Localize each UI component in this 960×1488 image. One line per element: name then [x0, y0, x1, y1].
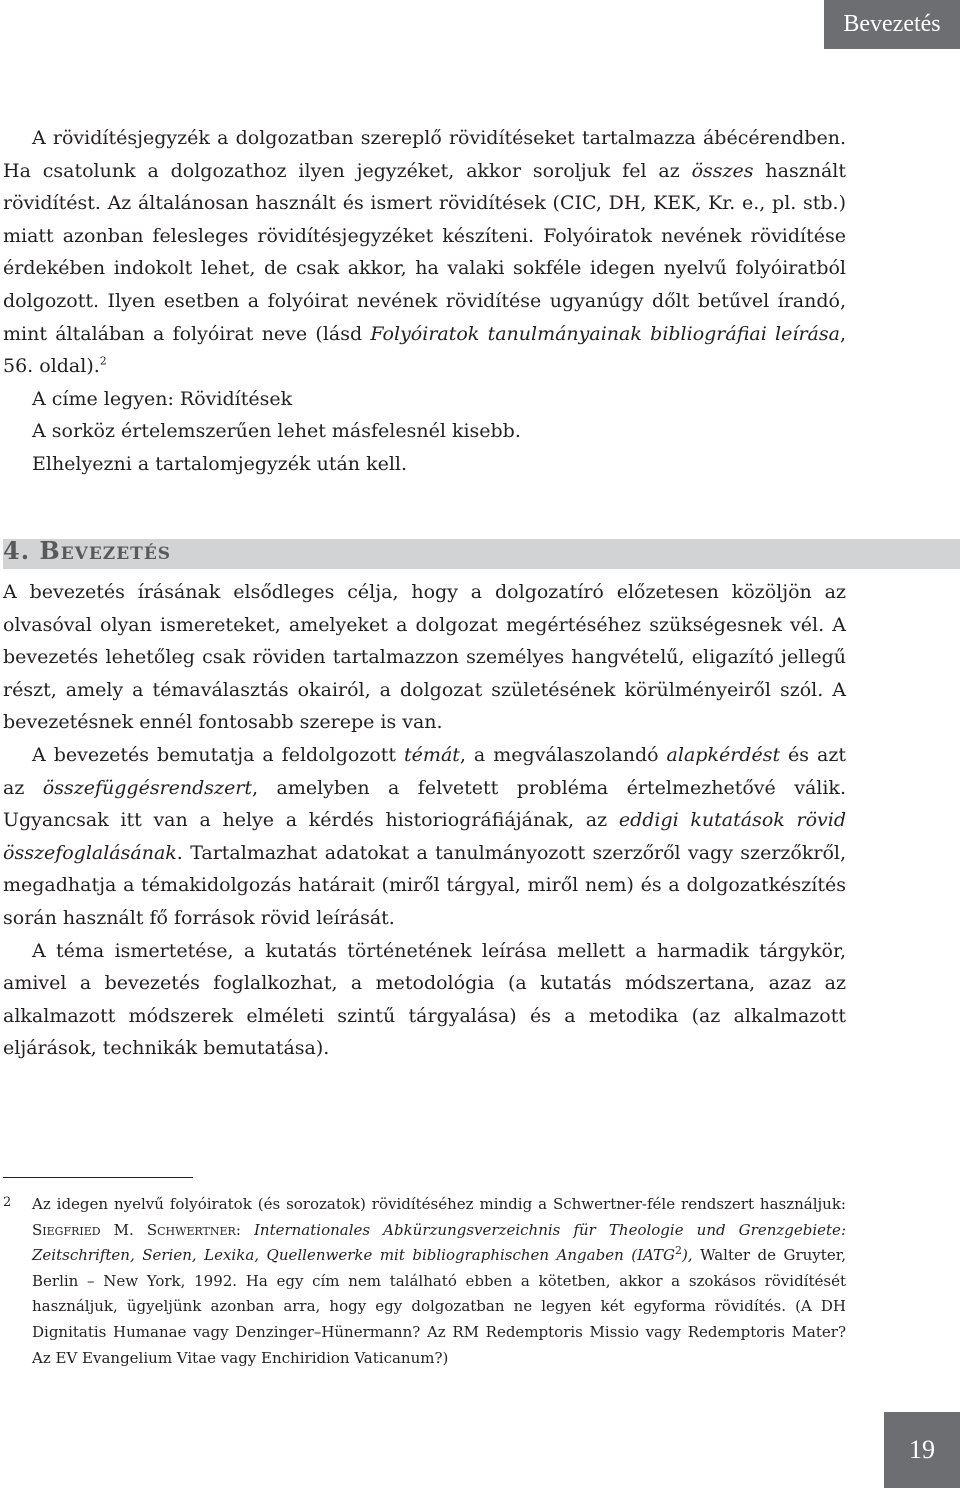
citation-author: Siegfried M. Schwertner: [32, 1220, 241, 1239]
introduction-paragraph-2 [3, 739, 846, 935]
running-header-label: Bevezetés [843, 11, 941, 37]
italic-run: Folyóiratok tanulmányainak bibliográfiai leírása [370, 322, 840, 345]
placement-instruction: Elhelyezni a tartalomjegyzék után kell. [32, 452, 408, 475]
italic-run: eddigi kutatások rövid összefoglalásának [3, 809, 846, 864]
introduction-paragraph-3: A téma ismertetése, a kutatás történetének leírása mellett a harmadik tárgykör, amivel a bevezetés foglalkozhat, a metodológia (a kutatás módszertana, azaz az alkalmazott módszerek elméleti szintű tárgyalása) és a metodika (az alkalmazott eljárások, technikák bemutatása). [3, 939, 846, 1060]
footnote-divider [3, 1177, 193, 1178]
italic-run: összefüggésrendszert [42, 776, 253, 799]
page-number: 19 [909, 1435, 935, 1464]
italic-run: alapkérdést [666, 743, 781, 766]
text-run: . Tartalmazhat adatokat a tanulmányozott szerzőről vagy szerzőkről, megadhatja a témakidolgozás határait (miről tárgyal, miről nem) és a dolgozatkészítés során használt fő források rövid leírását. [3, 841, 846, 929]
text-run: Walter de Gruyter, Berlin – New York, 1992. Ha egy cím nem található ebben a kötetben, akkor a szokásos rövidítését használjuk, ügyeljünk azonban arra, hogy egy dolgozatban ne legyen két egyforma rövidítés. (A DH Dignitatis Humanae vagy Denzinger–Hünermann? Az RM Redemptoris Missio vagy Redemptoris Mater? Az EV Evangelium Vitae vagy Enchiridion Vaticanum?) [32, 1246, 846, 1367]
text-run: , amelyben a felvetett probléma értelmezhetővé válik. Ugyancsak itt van a helye a kérdés historiográfiájának, az [3, 776, 846, 832]
citation-title-end: ), [682, 1246, 693, 1265]
citation-title: Internationales Abkürzungsverzeichnis für Theologie und Grenzgebiete: Zeitschriften, Serien, Lexika, Quellenwerke mit bibliographischen Angaben (IATG [32, 1220, 846, 1265]
footnote [3, 1192, 846, 1371]
text-run: , a megválaszolandó [459, 743, 667, 766]
footnote-text [32, 1192, 846, 1371]
text-run: , 56. oldal). [3, 322, 846, 378]
running-header-tab [824, 0, 960, 49]
introduction-paragraph-1: A bevezetés írásának elsődleges célja, hogy a dolgozatíró előzetesen közöljön az olvasóval olyan ismereteket, amelyeket a dolgozat megértéséhez szükségesnek vél. A bevezetés lehetőleg csak röviden tartalmazzon személyes hangvételű, eligazító jellegű részt, amely a témaválasztás okairól, a dolgozat születésének körülményeiről szól. A bevezetésnek ennél fontosabb szerepe is van. [3, 581, 846, 734]
page-number-box [884, 1412, 960, 1488]
abbreviations-text [3, 122, 846, 481]
edition-superscript: 2 [675, 1244, 682, 1258]
section-heading: 4. Bevezetés [3, 536, 172, 565]
title-instruction: A címe legyen: Rövidítések [32, 387, 293, 410]
abbreviations-paragraph [3, 122, 846, 383]
spacing-instruction: A sorköz értelemszerűen lehet másfelesnél kisebb. [32, 420, 521, 443]
introduction-section-text [3, 576, 846, 1065]
text-run: A rövidítésjegyzék a dolgozatban szereplő rövidítéseket tartalmazza ábécérendben. Ha csatolunk a dolgozathoz ilyen jegyzéket, akkor soroljuk fel az [3, 127, 846, 182]
text-run: és azt az [3, 743, 846, 799]
footnote-number: 2 [3, 1195, 12, 1210]
text-run: használt rövidítést. Az általánosan használt és ismert rövidítések (CIC, DH, KEK, Kr. e., pl. stb.) miatt azonban felesleges rövidítésjegyzéket készíteni. Folyóiratok nevének rövidítése érdekében indokolt lehet, de csak akkor, ha valaki sokféle idegen nyelvű folyóiratból dolgozott. Ilyen esetben a folyóirat nevének rövidítése ugyanúgy dőlt betűvel írandó, mint általában a folyóirat neve (lásd [3, 159, 846, 345]
text-run: A bevezetés bemutatja a feldolgozott [32, 743, 405, 766]
italic-run: összes [691, 159, 754, 182]
italic-run: témát [404, 743, 460, 766]
text-run: Az idegen nyelvű folyóiratok (és sorozatok) rövidítéséhez mindig a Schwertner-féle rendszert használjuk: [32, 1195, 846, 1213]
section-heading-bar [3, 536, 960, 569]
footnote-reference: 2 [99, 354, 107, 368]
